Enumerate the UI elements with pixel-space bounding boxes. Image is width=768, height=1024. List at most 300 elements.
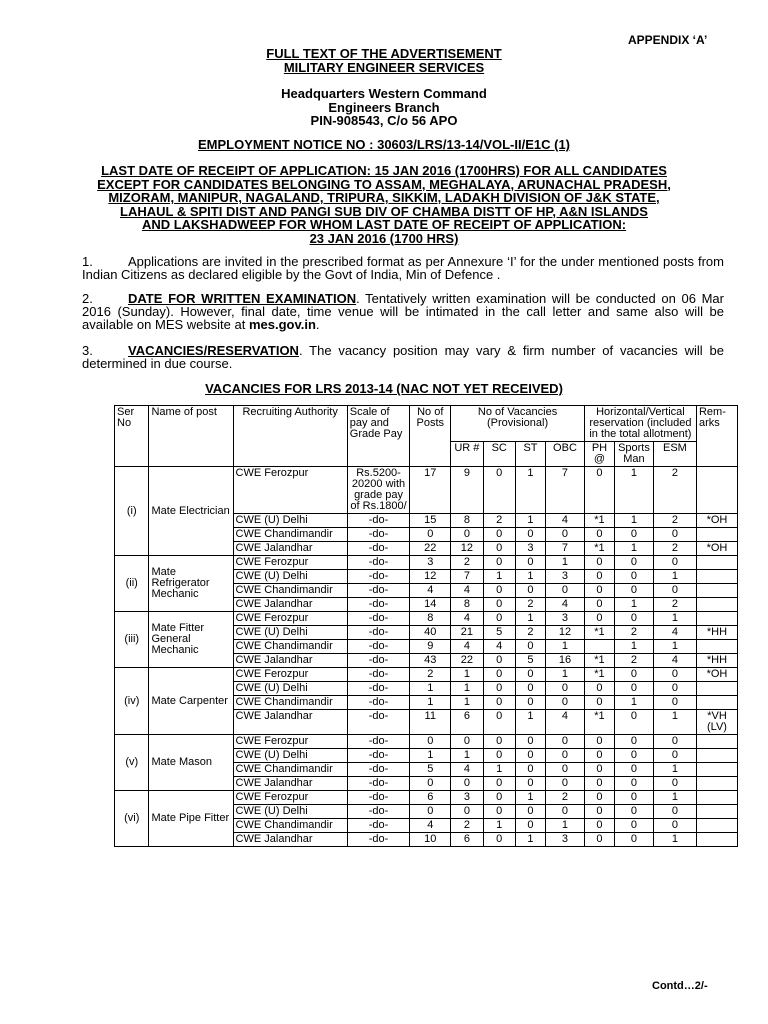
cell-scale: -do- — [347, 668, 410, 682]
cell-authority: CWE Jalandhar — [233, 710, 347, 735]
cell-esm: 2 — [653, 542, 696, 556]
vacancy-table — [114, 405, 738, 847]
cell-st: 1 — [515, 710, 545, 735]
cell-ser-no: (ii) — [115, 556, 149, 612]
cell-authority: CWE Jalandhar — [233, 654, 347, 668]
cell-obc: 4 — [546, 710, 585, 735]
cell-ph: *1 — [584, 514, 614, 528]
cell-esm: 0 — [653, 749, 696, 763]
cell-authority: CWE Jalandhar — [233, 833, 347, 847]
cell-esm: 2 — [653, 467, 696, 514]
cell-sc: 0 — [483, 654, 515, 668]
cell-obc: 1 — [546, 640, 585, 654]
cell-sportsman: 0 — [615, 791, 654, 805]
cell-posts: 0 — [410, 805, 451, 819]
cell-st: 0 — [515, 668, 545, 682]
cell-sc: 0 — [483, 612, 515, 626]
cell-authority: CWE (U) Delhi — [233, 682, 347, 696]
cell-sc: 0 — [483, 696, 515, 710]
cell-ser-no: (vi) — [115, 791, 149, 847]
cell-obc: 0 — [546, 805, 585, 819]
cell-obc: 7 — [546, 542, 585, 556]
cell-st: 2 — [515, 626, 545, 640]
table-row — [115, 556, 738, 570]
cell-sc: 0 — [483, 598, 515, 612]
cell-authority: CWE Ferozpur — [233, 791, 347, 805]
cell-esm: 1 — [653, 612, 696, 626]
cell-ur: 6 — [451, 833, 483, 847]
header-scale-of-pay: Scale of pay and Grade Pay — [347, 406, 410, 467]
para-text: . Tentatively written examination will be conducted on 06 Mar 2016 (Sunday). However, final date, time venue will be intimated in the call letter and same also will be available on MES website at — [82, 291, 724, 332]
cell-ur: 0 — [451, 777, 483, 791]
last-date-block — [0, 164, 768, 245]
cell-ph: 0 — [584, 777, 614, 791]
cell-esm: 0 — [653, 528, 696, 542]
cell-esm: 2 — [653, 514, 696, 528]
cell-obc: 7 — [546, 467, 585, 514]
cell-sc: 0 — [483, 749, 515, 763]
cell-st: 5 — [515, 654, 545, 668]
cell-obc: 2 — [546, 791, 585, 805]
cell-sportsman: 2 — [615, 654, 654, 668]
para-text: . The vacancy position may vary & firm number of vacancies will be determined in due course. — [82, 343, 724, 371]
cell-posts: 4 — [410, 584, 451, 598]
cell-obc: 3 — [546, 570, 585, 584]
cell-sc: 0 — [483, 467, 515, 514]
cell-ur: 1 — [451, 668, 483, 682]
cell-st: 0 — [515, 819, 545, 833]
cell-sportsman: 0 — [615, 833, 654, 847]
cell-posts: 9 — [410, 640, 451, 654]
cell-esm: 4 — [653, 626, 696, 640]
cell-obc: 12 — [546, 626, 585, 640]
cell-remarks — [696, 682, 737, 696]
last-date-line: AND LAKSHADWEEP FOR WHOM LAST DATE OF RECEIPT OF APPLICATION: — [141, 217, 627, 232]
header-esm: ESM — [653, 442, 696, 467]
cell-obc: 0 — [546, 777, 585, 791]
cell-sportsman: 0 — [615, 735, 654, 749]
table-row — [115, 467, 738, 514]
cell-sc: 0 — [483, 805, 515, 819]
cell-sc: 0 — [483, 668, 515, 682]
cell-post-name: Mate Fitter General Mechanic — [149, 612, 233, 668]
cell-remarks — [696, 570, 737, 584]
cell-sc: 0 — [483, 528, 515, 542]
cell-esm: 1 — [653, 791, 696, 805]
cell-ur: 2 — [451, 556, 483, 570]
website-link[interactable]: mes.gov.in — [248, 317, 316, 332]
cell-authority: CWE Chandimandir — [233, 763, 347, 777]
cell-ur: 4 — [451, 640, 483, 654]
cell-esm: 0 — [653, 556, 696, 570]
para-number: 3. — [82, 343, 93, 358]
cell-sportsman: 0 — [615, 570, 654, 584]
cell-posts: 0 — [410, 777, 451, 791]
cell-esm: 0 — [653, 696, 696, 710]
ad-title-line2: MILITARY ENGINEER SERVICES — [283, 59, 485, 75]
vacancy-table-body — [115, 467, 738, 847]
ad-title-line1: FULL TEXT OF THE ADVERTISEMENT — [266, 46, 502, 61]
cell-authority: CWE Chandimandir — [233, 696, 347, 710]
cell-ser-no: (v) — [115, 735, 149, 791]
cell-scale: -do- — [347, 735, 410, 749]
cell-remarks — [696, 598, 737, 612]
cell-esm: 1 — [653, 833, 696, 847]
header-obc: OBC — [546, 442, 585, 467]
cell-scale: -do- — [347, 654, 410, 668]
table-row — [115, 668, 738, 682]
paragraph-3 — [82, 344, 724, 370]
header-sc: SC — [483, 442, 515, 467]
cell-sc: 0 — [483, 710, 515, 735]
header-ur: UR # — [451, 442, 483, 467]
cell-remarks — [696, 612, 737, 626]
cell-sportsman: 1 — [615, 542, 654, 556]
cell-scale: -do- — [347, 805, 410, 819]
cell-ph: *1 — [584, 668, 614, 682]
cell-st: 1 — [515, 467, 545, 514]
cell-authority: CWE Ferozpur — [233, 467, 347, 514]
cell-ur: 3 — [451, 791, 483, 805]
cell-remarks — [696, 805, 737, 819]
cell-posts: 17 — [410, 467, 451, 514]
cell-sportsman: 0 — [615, 819, 654, 833]
cell-ph: 0 — [584, 682, 614, 696]
cell-ph: 0 — [584, 528, 614, 542]
cell-remarks — [696, 584, 737, 598]
last-date-line: LAST DATE OF RECEIPT OF APPLICATION: 15 JAN 2016 (1700HRS) FOR ALL CANDIDATES — [101, 163, 667, 178]
cell-st: 0 — [515, 640, 545, 654]
hq-address-line3: PIN-908543, C/o 56 APO — [310, 113, 458, 128]
cell-remarks — [696, 556, 737, 570]
cell-sportsman: 0 — [615, 763, 654, 777]
cell-obc: 0 — [546, 696, 585, 710]
cell-sc: 2 — [483, 514, 515, 528]
para-number: 1. — [82, 254, 93, 269]
cell-sc: 1 — [483, 763, 515, 777]
cell-ph: *1 — [584, 654, 614, 668]
cell-remarks — [696, 528, 737, 542]
cell-st: 0 — [515, 682, 545, 696]
cell-ur: 4 — [451, 612, 483, 626]
cell-ph: 0 — [584, 556, 614, 570]
cell-posts: 6 — [410, 791, 451, 805]
header-no-of-vacancies: No of Vacancies (Provisional) — [451, 406, 585, 442]
cell-obc: 1 — [546, 668, 585, 682]
cell-sportsman: 1 — [615, 514, 654, 528]
cell-esm: 0 — [653, 682, 696, 696]
cell-esm: 0 — [653, 668, 696, 682]
cell-ph: *1 — [584, 710, 614, 735]
cell-remarks — [696, 735, 737, 749]
para-text-end: . — [315, 317, 320, 332]
cell-posts: 8 — [410, 612, 451, 626]
cell-ur: 7 — [451, 570, 483, 584]
cell-remarks: *HH — [696, 654, 737, 668]
cell-st: 1 — [515, 570, 545, 584]
cell-ur: 0 — [451, 735, 483, 749]
cell-sportsman: 0 — [615, 710, 654, 735]
cell-ph: 0 — [584, 570, 614, 584]
para-heading: DATE FOR WRITTEN EXAMINATION — [128, 291, 357, 306]
cell-sportsman: 2 — [615, 626, 654, 640]
cell-posts: 0 — [410, 735, 451, 749]
cell-sc: 0 — [483, 833, 515, 847]
cell-posts: 0 — [410, 528, 451, 542]
cell-posts: 12 — [410, 570, 451, 584]
table-header-row — [115, 406, 738, 442]
cell-obc: 4 — [546, 514, 585, 528]
cell-scale: -do- — [347, 514, 410, 528]
last-date-line: 23 JAN 2016 (1700 HRS) — [309, 230, 459, 246]
cell-post-name: Mate Electrician — [149, 467, 233, 556]
cell-st: 0 — [515, 584, 545, 598]
hq-address-line1: Headquarters Western Command — [281, 86, 487, 101]
cell-authority: CWE Jalandhar — [233, 777, 347, 791]
table-row — [115, 791, 738, 805]
cell-ur: 8 — [451, 598, 483, 612]
cell-ph: 0 — [584, 467, 614, 514]
cell-remarks: *OH — [696, 514, 737, 528]
cell-ph: 0 — [584, 696, 614, 710]
header-ph: PH @ — [584, 442, 614, 467]
cell-authority: CWE Ferozpur — [233, 556, 347, 570]
cell-ph: 0 — [584, 735, 614, 749]
hq-address — [0, 87, 768, 128]
cell-st: 0 — [515, 805, 545, 819]
cell-posts: 15 — [410, 514, 451, 528]
cell-sportsman: 1 — [615, 696, 654, 710]
cell-sportsman: 0 — [615, 749, 654, 763]
cell-scale: -do- — [347, 570, 410, 584]
cell-st: 1 — [515, 791, 545, 805]
cell-posts: 1 — [410, 696, 451, 710]
para-number: 2. — [82, 291, 93, 306]
cell-authority: CWE Ferozpur — [233, 735, 347, 749]
appendix-label: APPENDIX ‘A’ — [628, 33, 708, 47]
cell-ur: 22 — [451, 654, 483, 668]
cell-esm: 2 — [653, 598, 696, 612]
cell-scale: -do- — [347, 710, 410, 735]
cell-scale: -do- — [347, 682, 410, 696]
cell-posts: 4 — [410, 819, 451, 833]
cell-post-name: Mate Refrigerator Mechanic — [149, 556, 233, 612]
hq-address-line2: Engineers Branch — [328, 99, 440, 115]
cell-authority: CWE Ferozpur — [233, 668, 347, 682]
cell-scale: -do- — [347, 626, 410, 640]
cell-obc: 0 — [546, 749, 585, 763]
cell-esm: 0 — [653, 805, 696, 819]
cell-sc: 0 — [483, 777, 515, 791]
para-text: Applications are invited in the prescribed format as per Annexure ‘I’ for the under mentioned posts from Indian Citizens as declared eligible by the Govt of India, Min of Defence . — [82, 254, 724, 282]
cell-posts: 22 — [410, 542, 451, 556]
cell-post-name: Mate Mason — [149, 735, 233, 791]
cell-scale: -do- — [347, 777, 410, 791]
cell-ur: 1 — [451, 696, 483, 710]
cell-sc: 0 — [483, 735, 515, 749]
cell-ph: 0 — [584, 805, 614, 819]
cell-obc: 0 — [546, 682, 585, 696]
cell-scale: -do- — [347, 696, 410, 710]
cell-st: 0 — [515, 763, 545, 777]
cell-ur: 6 — [451, 710, 483, 735]
cell-remarks — [696, 763, 737, 777]
cell-posts: 1 — [410, 749, 451, 763]
cell-remarks — [696, 777, 737, 791]
cell-sc: 1 — [483, 819, 515, 833]
cell-obc: 1 — [546, 819, 585, 833]
cell-scale: -do- — [347, 791, 410, 805]
cell-sportsman: 0 — [615, 777, 654, 791]
cell-st: 0 — [515, 696, 545, 710]
cell-remarks — [696, 819, 737, 833]
cell-posts: 1 — [410, 682, 451, 696]
cell-sportsman: 0 — [615, 528, 654, 542]
table-row — [115, 612, 738, 626]
cell-st: 1 — [515, 833, 545, 847]
cell-sc: 0 — [483, 584, 515, 598]
cell-ur: 21 — [451, 626, 483, 640]
cell-st: 0 — [515, 556, 545, 570]
cell-ph: 0 — [584, 791, 614, 805]
cell-obc: 0 — [546, 735, 585, 749]
para-heading: VACANCIES/RESERVATION — [128, 343, 299, 358]
employment-notice: EMPLOYMENT NOTICE NO : 30603/LRS/13-14/VOL-II/E1C (1) — [197, 137, 571, 152]
cell-scale: -do- — [347, 598, 410, 612]
cell-scale: -do- — [347, 612, 410, 626]
cell-esm: 0 — [653, 735, 696, 749]
cell-obc: 4 — [546, 598, 585, 612]
cell-remarks: *VH (LV) — [696, 710, 737, 735]
cell-sportsman: 0 — [615, 612, 654, 626]
last-date-line: LAHAUL & SPITI DIST AND PANGI SUB DIV OF CHAMBA DISTT OF HP, A&N ISLANDS — [120, 203, 648, 219]
cell-sc: 5 — [483, 626, 515, 640]
cell-sportsman: 0 — [615, 805, 654, 819]
cell-ser-no: (i) — [115, 467, 149, 556]
cell-st: 0 — [515, 735, 545, 749]
cell-scale: -do- — [347, 833, 410, 847]
cell-authority: CWE Chandimandir — [233, 640, 347, 654]
cell-ur: 4 — [451, 763, 483, 777]
cell-authority: CWE (U) Delhi — [233, 514, 347, 528]
cell-remarks — [696, 696, 737, 710]
cell-obc: 3 — [546, 833, 585, 847]
cell-esm: 4 — [653, 654, 696, 668]
cell-authority: CWE (U) Delhi — [233, 570, 347, 584]
cell-ser-no: (iii) — [115, 612, 149, 668]
cell-sc: 4 — [483, 640, 515, 654]
cell-authority: CWE (U) Delhi — [233, 805, 347, 819]
cell-ph: 0 — [584, 749, 614, 763]
cell-st: 3 — [515, 542, 545, 556]
cell-scale: -do- — [347, 763, 410, 777]
cell-sportsman: 1 — [615, 467, 654, 514]
cell-esm: 1 — [653, 640, 696, 654]
cell-posts: 10 — [410, 833, 451, 847]
cell-ur: 2 — [451, 819, 483, 833]
cell-sc: 0 — [483, 556, 515, 570]
cell-posts: 11 — [410, 710, 451, 735]
vacancy-table-title: VACANCIES FOR LRS 2013-14 (NAC NOT YET RECEIVED) — [205, 381, 563, 396]
cell-authority: CWE Chandimandir — [233, 584, 347, 598]
header-recruiting-authority: Recruiting Authority — [233, 406, 347, 467]
cell-authority: CWE Chandimandir — [233, 528, 347, 542]
cell-ph: 0 — [584, 598, 614, 612]
cell-authority: CWE Jalandhar — [233, 542, 347, 556]
cell-esm: 0 — [653, 819, 696, 833]
cell-posts: 3 — [410, 556, 451, 570]
cell-esm: 1 — [653, 570, 696, 584]
cell-remarks — [696, 749, 737, 763]
cell-ur: 12 — [451, 542, 483, 556]
cell-authority: CWE Jalandhar — [233, 598, 347, 612]
cell-obc: 1 — [546, 556, 585, 570]
last-date-line: MIZORAM, MANIPUR, NAGALAND, TRIPURA, SIKKIM, LADAKH DIVISION OF J&K STATE, — [108, 190, 660, 205]
header-no-of-posts: No of Posts — [410, 406, 451, 467]
paragraph-1 — [82, 255, 724, 281]
cell-st: 1 — [515, 514, 545, 528]
cell-esm: 0 — [653, 584, 696, 598]
cell-remarks — [696, 640, 737, 654]
cell-st: 0 — [515, 777, 545, 791]
cell-obc: 16 — [546, 654, 585, 668]
cell-scale: -do- — [347, 640, 410, 654]
cell-remarks: *HH — [696, 626, 737, 640]
cell-remarks — [696, 833, 737, 847]
cell-posts: 2 — [410, 668, 451, 682]
cell-sportsman: 1 — [615, 640, 654, 654]
cell-posts: 5 — [410, 763, 451, 777]
cell-authority: CWE Ferozpur — [233, 612, 347, 626]
header-remarks: Rem-arks — [696, 406, 737, 467]
cell-scale: Rs.5200-20200 with grade pay of Rs.1800/ — [347, 467, 410, 514]
cell-st: 2 — [515, 598, 545, 612]
cell-ph: 0 — [584, 584, 614, 598]
cell-sportsman: 1 — [615, 598, 654, 612]
cell-st: 1 — [515, 612, 545, 626]
cell-obc: 0 — [546, 528, 585, 542]
cell-remarks — [696, 791, 737, 805]
cell-scale: -do- — [347, 542, 410, 556]
cell-remarks — [696, 467, 737, 514]
cell-remarks: *OH — [696, 542, 737, 556]
cell-post-name: Mate Carpenter — [149, 668, 233, 735]
cell-sc: 0 — [483, 791, 515, 805]
cell-scale: -do- — [347, 749, 410, 763]
cell-sportsman: 0 — [615, 682, 654, 696]
cell-remarks: *OH — [696, 668, 737, 682]
cell-sc: 1 — [483, 570, 515, 584]
cell-sc: 0 — [483, 542, 515, 556]
cell-obc: 3 — [546, 612, 585, 626]
continued-note: Contd…2/- — [652, 980, 708, 992]
cell-scale: -do- — [347, 584, 410, 598]
cell-ur: 9 — [451, 467, 483, 514]
cell-esm: 0 — [653, 777, 696, 791]
cell-authority: CWE Chandimandir — [233, 819, 347, 833]
cell-authority: CWE (U) Delhi — [233, 749, 347, 763]
cell-scale: -do- — [347, 556, 410, 570]
cell-ur: 0 — [451, 528, 483, 542]
cell-ph — [584, 640, 614, 654]
cell-authority: CWE (U) Delhi — [233, 626, 347, 640]
cell-ur: 0 — [451, 805, 483, 819]
cell-posts: 14 — [410, 598, 451, 612]
cell-sc: 0 — [483, 682, 515, 696]
cell-esm: 1 — [653, 763, 696, 777]
header-name-of-post: Name of post — [149, 406, 233, 467]
cell-ph: 0 — [584, 819, 614, 833]
